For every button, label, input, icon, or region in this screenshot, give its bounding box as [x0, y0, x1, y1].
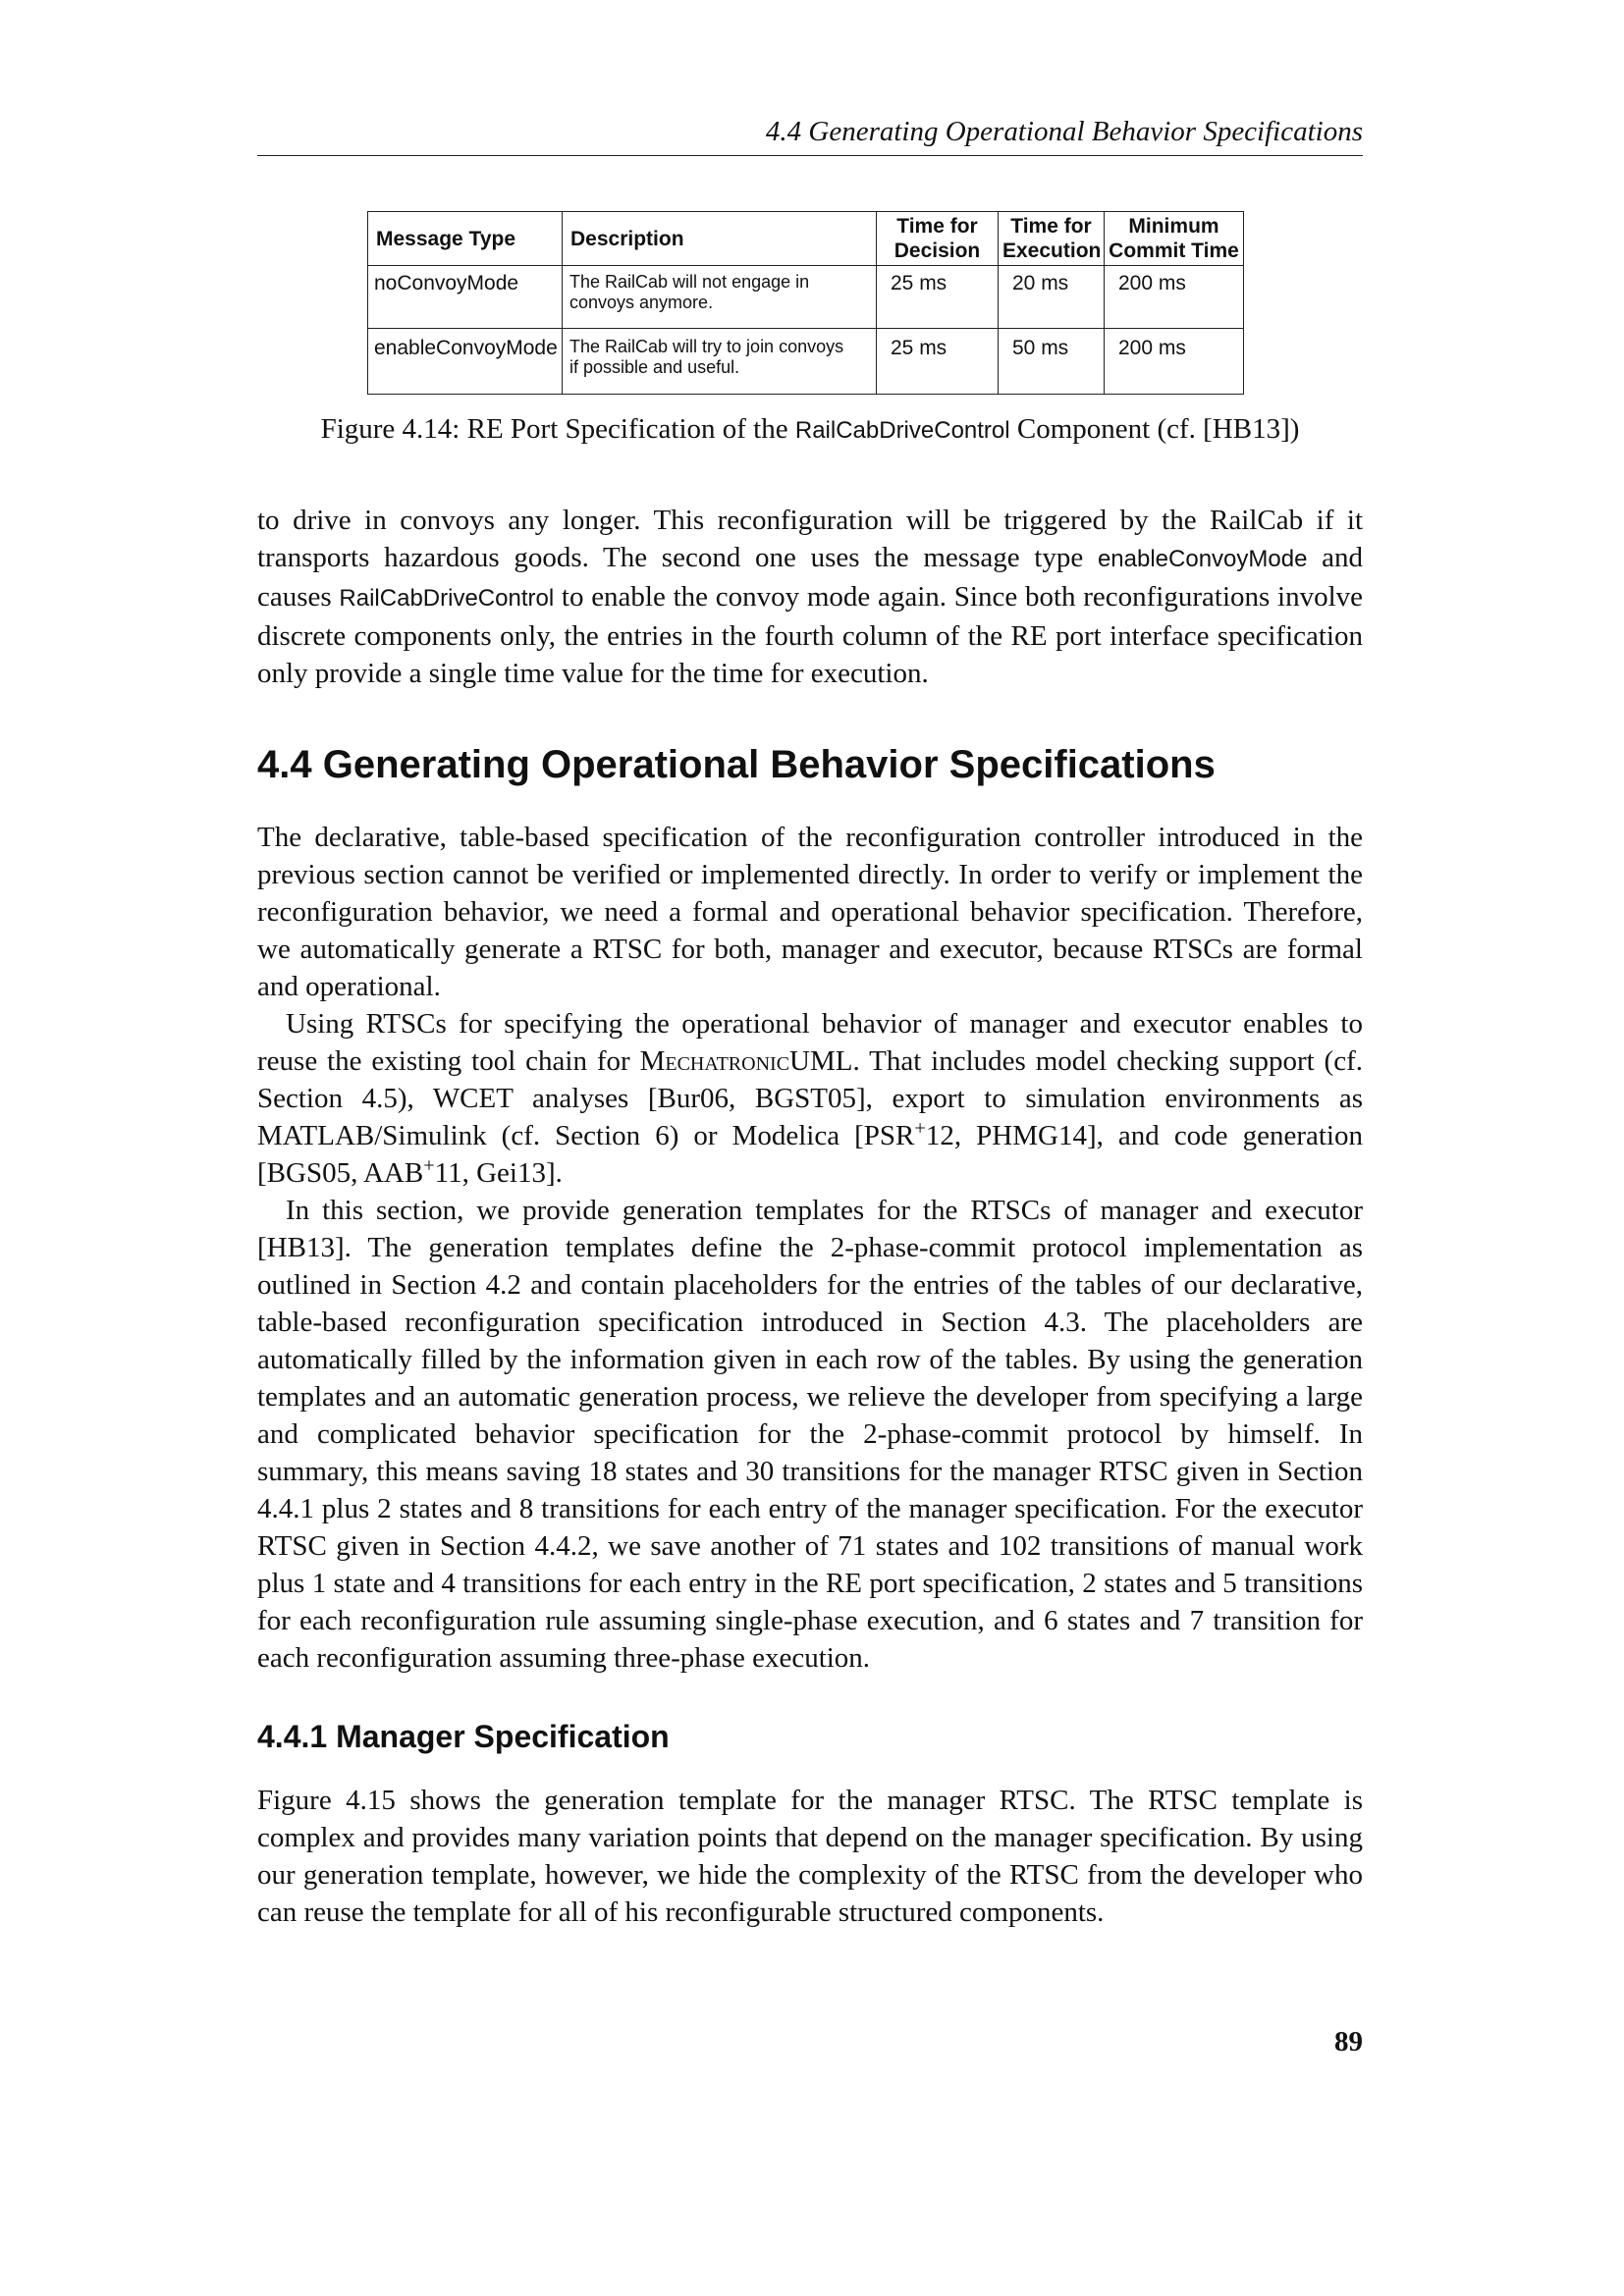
paragraph-3-superscript: +: [423, 1154, 435, 1177]
running-header-title: 4.4 Generating Operational Behavior Specifications: [765, 116, 1363, 147]
col-header-minimum-commit-time-line2: Commit Time: [1109, 240, 1239, 262]
paragraph-1-message-type: enableConvoyMode: [1097, 546, 1308, 572]
col-header-time-for-execution-line1: Time for: [1010, 215, 1092, 238]
body-paragraph-1: [257, 502, 1363, 692]
body-paragraph-2: The declarative, table-based specification of the reconfiguration controller introduced in the previous section cannot be verified or implemented directly. In order to verify or implement the reconfiguration behavior, we need a formal and operational behavior specification. Therefore, we automatically generate a RTSC for both, manager and executor, because RTSCs are formal and operational.: [257, 822, 1363, 1002]
body-paragraph-3: [257, 1005, 1363, 1192]
cell-description-line: if possible and useful.: [569, 357, 740, 377]
figure-caption-component: RailCabDriveControl: [794, 417, 1010, 444]
cell-time-for-execution: 20 ms: [999, 266, 1105, 329]
paragraph-1-part-2: and causes: [257, 542, 1363, 613]
cell-message-type: noConvoyMode: [368, 266, 563, 329]
cell-message-type: enableConvoyMode: [368, 329, 563, 395]
paragraph-3-part-3: 12, PHMG14], and code generation [BGS05, AAB: [257, 1120, 1363, 1189]
cell-time-for-decision: 25 ms: [877, 329, 999, 395]
paragraph-3-part-1: Using RTSCs for specifying the operational behavior of manager and executor enables to reuse the existing tool chain for: [257, 1008, 1363, 1077]
cell-description: [563, 329, 877, 395]
paragraph-3-part-2: . That includes model checking support (cf. Section 4.5), WCET analyses [Bur06, BGST05], export to simulation environments as MATLAB/Simulink (cf. Section 6) or Modelica [PSR: [257, 1045, 1363, 1151]
col-header-time-for-decision-line1: Time for: [896, 215, 978, 238]
cell-minimum-commit-time: 200 ms: [1105, 329, 1244, 395]
page-number: 89: [1334, 2026, 1363, 2057]
paragraph-1-component: RailCabDriveControl: [339, 585, 555, 612]
cell-description-line: convoys anymore.: [569, 293, 714, 312]
cell-time-for-execution: 50 ms: [999, 329, 1105, 395]
cell-description: [563, 266, 877, 329]
table-header-row: [368, 212, 1244, 266]
re-port-specification-table-wrapper: [367, 211, 1243, 395]
cell-time-for-decision: 25 ms: [877, 266, 999, 329]
body-paragraph-5: Figure 4.15 shows the generation template for the manager RTSC. The RTSC template is complex and provides many variation points that depend on the manager specification. By using our generation template, however, we hide the complexity of the RTSC from the developer who can reuse the template for all of his reconfigurable structured components.: [257, 1785, 1363, 1928]
cell-description-line: The RailCab will try to join convoys: [569, 337, 844, 356]
figure-caption: [257, 409, 1363, 451]
paragraph-3-superscript: +: [914, 1117, 926, 1140]
table-row: [368, 329, 1244, 395]
paragraph-3-part-4: 11, Gei13].: [434, 1157, 563, 1189]
table-row: [368, 266, 1244, 329]
col-header-time-for-execution: [999, 212, 1105, 266]
body-paragraph-4: In this section, we provide generation templates for the RTSCs of manager and executor [HB13]. The generation templates define the 2-phase-commit protocol implementation as outlined in Section 4.2 and contain placeholders for the entries of the tables of our declarative, table-based reconfiguration specification introduced in Section 4.3. The placeholders are automatically filled by the information given in each row of the tables. By using the generation templates and an automatic generation process, we relieve the developer from specifying a large and complicated behavior specification for the 2-phase-commit protocol by himself. In summary, this means saving 18 states and 30 transitions for the manager RTSC given in Section 4.4.1 plus 2 states and 8 transitions for each entry of the manager specification. For the executor RTSC given in Section 4.4.2, we save another of 71 states and 102 transitions of manual work plus 1 state and 4 transitions for each entry in the RE port specification, 2 states and 5 transitions for each reconfiguration rule assuming single-phase execution, and 6 states and 7 transition for each reconfiguration assuming three-phase execution.: [257, 1195, 1363, 1674]
figure-caption-suffix: Component (cf. [HB13]): [1009, 413, 1300, 445]
col-header-description: Description: [563, 212, 877, 266]
cell-minimum-commit-time: 200 ms: [1105, 266, 1244, 329]
paragraph-1-part-1: to drive in convoys any longer. This reconfiguration will be triggered by the RailCab if it transports hazardous goods. The second one uses the message type: [257, 505, 1363, 573]
col-header-time-for-execution-line2: Execution: [1002, 240, 1102, 262]
col-header-message-type: Message Type: [368, 212, 563, 266]
subsection-heading: 4.4.1 Manager Specification: [257, 1719, 670, 1754]
col-header-time-for-decision: [877, 212, 999, 266]
re-port-specification-table: [367, 211, 1244, 395]
figure-caption-prefix: Figure 4.14: RE Port Specification of the: [320, 413, 795, 445]
cell-description-line: The RailCab will not engage in: [569, 272, 810, 292]
col-header-minimum-commit-time-line1: Minimum: [1128, 215, 1219, 238]
paragraph-3-tool-name: MechatronicUML: [639, 1045, 853, 1077]
col-header-minimum-commit-time: [1105, 212, 1244, 266]
section-heading: 4.4 Generating Operational Behavior Specifications: [257, 743, 1216, 786]
col-header-time-for-decision-line2: Decision: [893, 240, 981, 262]
running-header: [257, 112, 1363, 156]
paragraph-1-part-3: to enable the convoy mode again. Since both reconfigurations involve discrete components only, the entries in the fourth column of the RE port interface specification only provide a single time value for the time for execution.: [257, 581, 1363, 689]
